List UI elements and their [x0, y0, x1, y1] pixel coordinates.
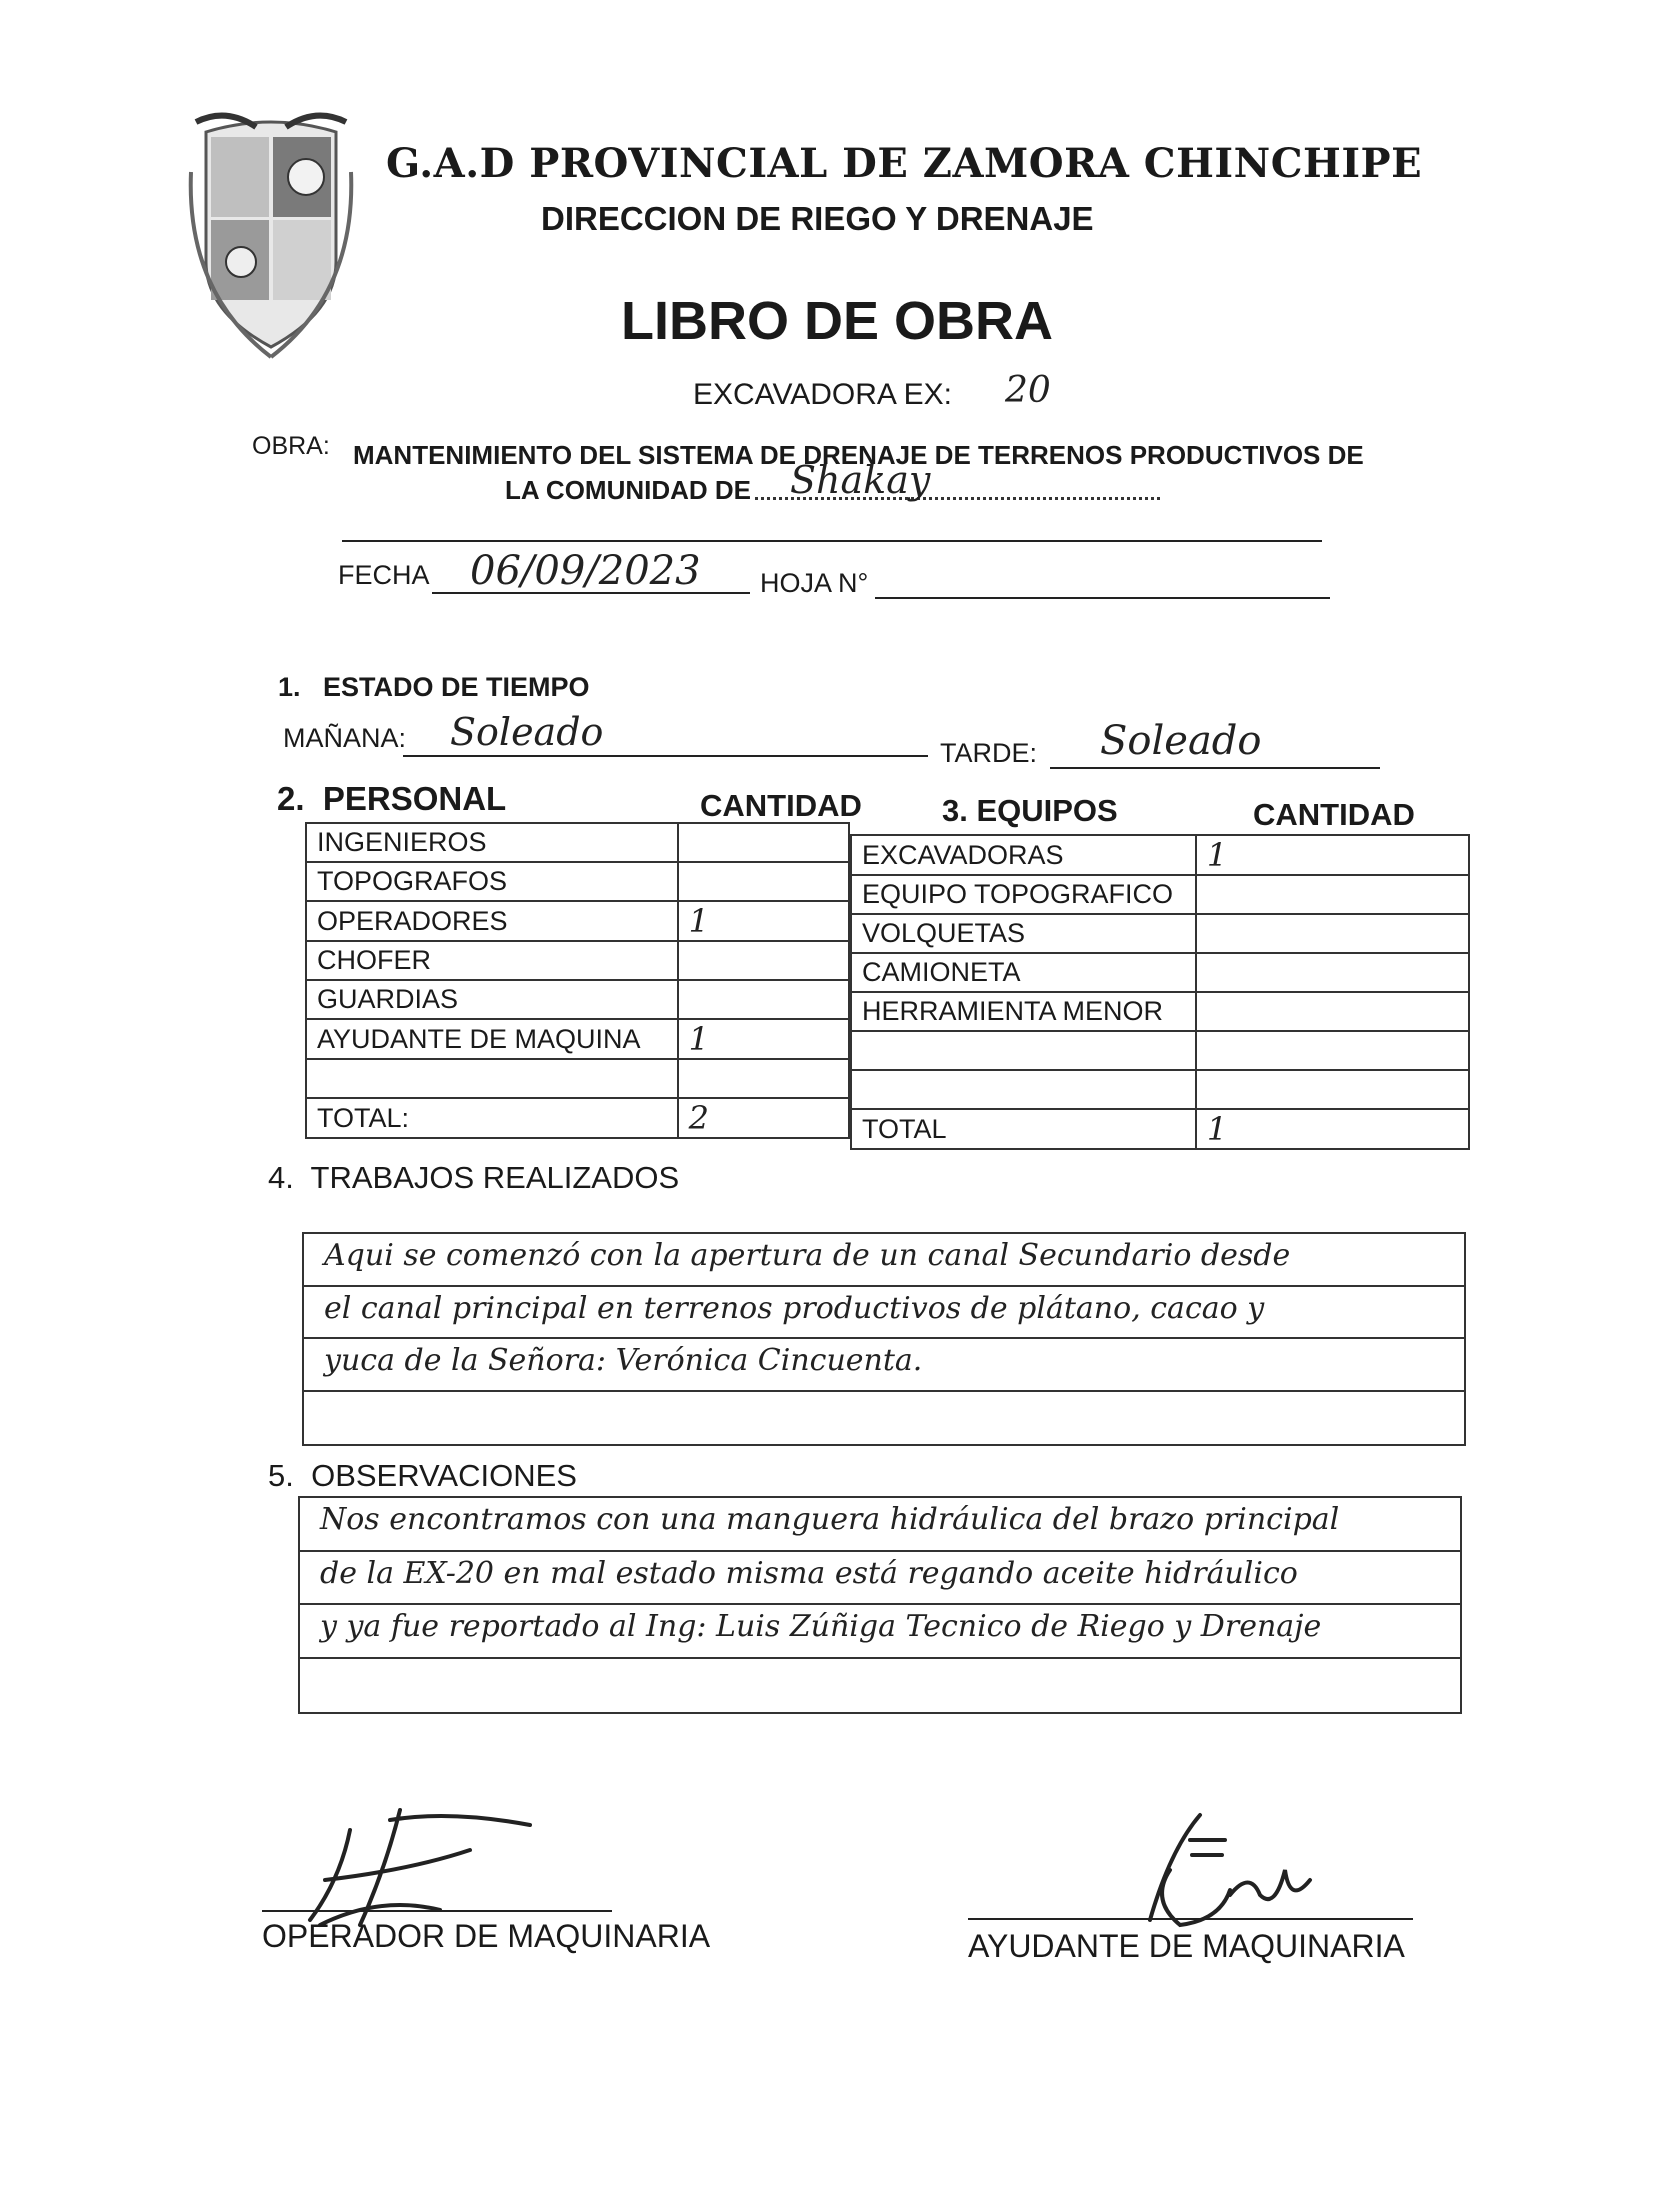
- observaciones-ruled-line: [300, 1603, 1460, 1605]
- comunidad-value: Shakay: [790, 458, 931, 502]
- equipos-total-label: TOTAL: [851, 1109, 1196, 1149]
- trabajos-ruled-line: [304, 1285, 1464, 1287]
- personal-row-value: 1: [678, 1019, 849, 1059]
- personal-row: [306, 823, 849, 862]
- personal-row-value: [678, 823, 849, 862]
- department-name: DIRECCION DE RIEGO Y DRENAJE: [541, 200, 1094, 237]
- coat-of-arms-logo: [186, 112, 356, 362]
- trabajos-text-line: yuca de la Señora: Verónica Cincuenta.: [324, 1343, 923, 1378]
- personal-row-value: [678, 862, 849, 901]
- equipos-row-value: [1196, 914, 1469, 953]
- excavadora-value: 20: [1005, 370, 1051, 411]
- personal-row-label: CHOFER: [306, 941, 678, 980]
- obra-line-1: MANTENIMIENTO DEL SISTEMA DE DRENAJE DE TERRENOS PRODUCTIVOS DE: [353, 440, 1364, 470]
- personal-total-row: [306, 1098, 849, 1138]
- equipos-row: [851, 914, 1469, 953]
- observaciones-text-line: y ya fue reportado al Ing: Luis Zúñiga Tecnico de Riego y Drenaje: [320, 1609, 1322, 1644]
- personal-row-label: TOPOGRAFOS: [306, 862, 678, 901]
- tarde-line: [1050, 767, 1380, 769]
- personal-total-value: 2: [678, 1098, 849, 1138]
- equipos-row-label: [851, 1070, 1196, 1109]
- personal-row-label: INGENIEROS: [306, 823, 678, 862]
- equipos-row-label: HERRAMIENTA MENOR: [851, 992, 1196, 1031]
- tiempo-heading: 1. ESTADO DE TIEMPO: [278, 672, 590, 702]
- equipos-row-value: 1: [1196, 835, 1469, 875]
- equipos-row: [851, 992, 1469, 1031]
- ayudante-signature: [1110, 1810, 1330, 1940]
- personal-table: [305, 822, 850, 1139]
- hoja-label: HOJA N°: [760, 568, 869, 598]
- personal-row-label: GUARDIAS: [306, 980, 678, 1019]
- obra-underline: [342, 540, 1322, 542]
- equipos-row: [851, 1070, 1469, 1109]
- tarde-value: Soleado: [1100, 718, 1262, 764]
- personal-row: [306, 980, 849, 1019]
- observaciones-text-line: de la EX-20 en mal estado misma está regando aceite hidráulico: [320, 1555, 1298, 1591]
- personal-row: [306, 1019, 849, 1059]
- trabajos-ruled-line: [304, 1390, 1464, 1392]
- manana-value: Soleado: [450, 710, 604, 754]
- equipos-table: [850, 834, 1470, 1150]
- trabajos-heading: 4. TRABAJOS REALIZADOS: [268, 1160, 680, 1195]
- equipos-row-label: [851, 1031, 1196, 1070]
- equipos-row-value: [1196, 875, 1469, 914]
- equipos-heading: 3. EQUIPOS: [942, 793, 1118, 828]
- obra-label: OBRA:: [252, 432, 330, 460]
- equipos-row: [851, 835, 1469, 875]
- operador-label: OPERADOR DE MAQUINARIA: [262, 1918, 711, 1954]
- ayudante-label: AYUDANTE DE MAQUINARIA: [968, 1928, 1405, 1964]
- equipos-row-value: [1196, 1070, 1469, 1109]
- equipos-row: [851, 875, 1469, 914]
- excavadora-label: EXCAVADORA EX:: [693, 378, 952, 411]
- equipos-row-label: VOLQUETAS: [851, 914, 1196, 953]
- personal-row: [306, 862, 849, 901]
- equipos-row: [851, 953, 1469, 992]
- observaciones-ruled-line: [300, 1657, 1460, 1659]
- personal-row-value: [678, 1059, 849, 1098]
- personal-row-label: OPERADORES: [306, 901, 678, 941]
- trabajos-box: [302, 1232, 1466, 1446]
- manana-line: [403, 755, 928, 757]
- equipos-row-label: CAMIONETA: [851, 953, 1196, 992]
- equipos-row-value: [1196, 1031, 1469, 1070]
- observaciones-text-line: Nos encontramos con una manguera hidráulica del brazo principal: [320, 1502, 1340, 1537]
- personal-row-value: [678, 941, 849, 980]
- personal-heading: 2. PERSONAL: [277, 780, 507, 817]
- equipos-total-value: 1: [1196, 1109, 1469, 1149]
- equipos-cantidad-label: CANTIDAD: [1253, 797, 1415, 832]
- document-title: LIBRO DE OBRA: [621, 291, 1053, 351]
- personal-cantidad-label: CANTIDAD: [700, 788, 862, 823]
- equipos-row-label: EXCAVADORAS: [851, 835, 1196, 875]
- manana-label: MAÑANA:: [283, 723, 407, 753]
- hoja-line: [875, 597, 1330, 599]
- personal-row-label: AYUDANTE DE MAQUINA: [306, 1019, 678, 1059]
- trabajos-text-line: el canal principal en terrenos productivos de plátano, cacao y: [324, 1290, 1265, 1326]
- trabajos-text-line: Aqui se comenzó con la apertura de un canal Secundario desde: [324, 1238, 1291, 1273]
- equipos-row-value: [1196, 992, 1469, 1031]
- personal-row-value: 1: [678, 901, 849, 941]
- operador-signature-line: [262, 1910, 612, 1912]
- obra-line-2: LA COMUNIDAD DE: [505, 475, 752, 505]
- equipos-row-value: [1196, 953, 1469, 992]
- observaciones-ruled-line: [300, 1550, 1460, 1552]
- trabajos-ruled-line: [304, 1337, 1464, 1339]
- equipos-row: [851, 1031, 1469, 1070]
- personal-row: [306, 901, 849, 941]
- org-name: G.A.D PROVINCIAL DE ZAMORA CHINCHIPE: [386, 140, 1423, 187]
- fecha-value: 06/09/2023: [470, 548, 701, 594]
- ayudante-signature-line: [968, 1918, 1413, 1920]
- observaciones-heading: 5. OBSERVACIONES: [268, 1458, 577, 1493]
- equipos-total-row: [851, 1109, 1469, 1149]
- personal-row-value: [678, 980, 849, 1019]
- equipos-row-label: EQUIPO TOPOGRAFICO: [851, 875, 1196, 914]
- personal-row: [306, 941, 849, 980]
- tarde-label: TARDE:: [940, 738, 1038, 768]
- personal-total-label: TOTAL:: [306, 1098, 678, 1138]
- personal-row: [306, 1059, 849, 1098]
- fecha-label: FECHA: [338, 560, 430, 590]
- observaciones-box: [298, 1496, 1462, 1714]
- personal-row-label: [306, 1059, 678, 1098]
